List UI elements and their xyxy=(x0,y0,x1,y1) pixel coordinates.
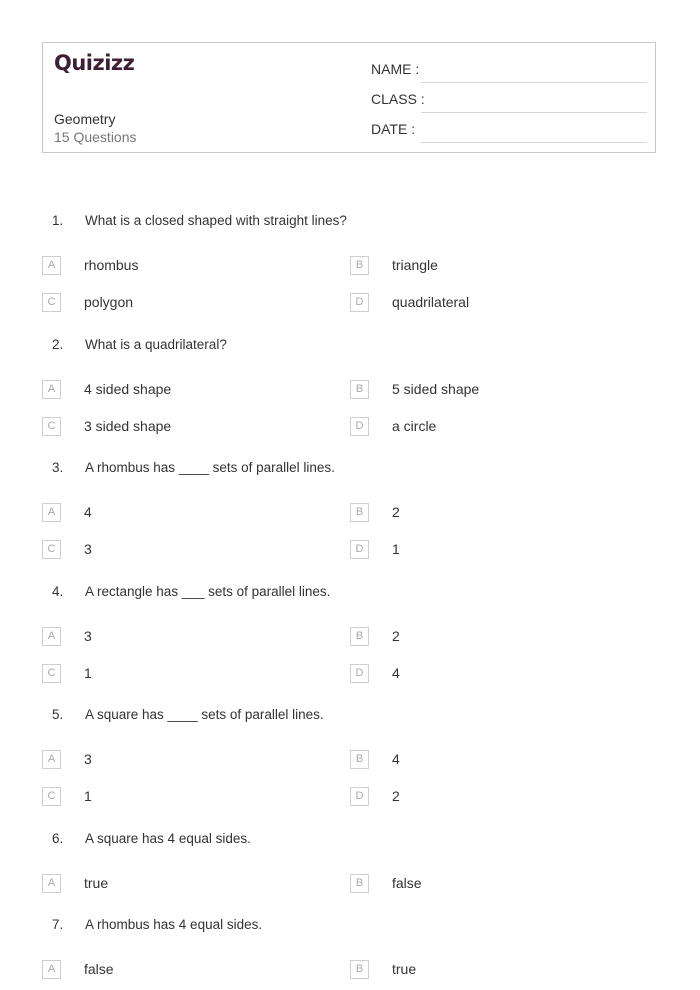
class-label: CLASS : xyxy=(371,91,425,107)
option-letter-box[interactable]: A xyxy=(42,503,61,522)
option-letter-box[interactable]: B xyxy=(350,256,369,275)
option-letter-box[interactable]: B xyxy=(350,380,369,399)
name-field[interactable] xyxy=(371,61,647,81)
name-label: NAME : xyxy=(371,61,420,77)
question-2 xyxy=(0,337,700,357)
question-text: What is a closed shaped with straight lines? xyxy=(85,213,347,228)
option-text: 4 xyxy=(392,665,400,681)
option-letter-box[interactable]: C xyxy=(42,664,61,683)
option-a[interactable] xyxy=(42,380,342,402)
option-text: 5 sided shape xyxy=(392,381,480,397)
option-a[interactable] xyxy=(42,256,342,278)
question-text: A rhombus has ____ sets of parallel lines. xyxy=(85,460,335,475)
question-number: 3. xyxy=(52,460,64,475)
option-text: polygon xyxy=(84,294,134,310)
option-b[interactable] xyxy=(350,627,650,649)
option-text: 3 xyxy=(84,628,92,644)
option-text: 4 xyxy=(392,751,400,767)
option-text: 1 xyxy=(84,788,92,804)
question-4 xyxy=(0,584,700,604)
option-c[interactable] xyxy=(42,664,342,686)
question-7 xyxy=(0,917,700,937)
option-text: rhombus xyxy=(84,257,139,273)
option-a[interactable] xyxy=(42,503,342,525)
option-a[interactable] xyxy=(42,874,342,896)
option-letter-box[interactable]: D xyxy=(350,417,369,436)
option-c[interactable] xyxy=(42,787,342,809)
option-d[interactable] xyxy=(350,664,650,686)
option-letter-box[interactable]: A xyxy=(42,256,61,275)
question-number: 7. xyxy=(52,917,64,932)
question-number: 2. xyxy=(52,337,64,352)
option-c[interactable] xyxy=(42,417,342,439)
class-line[interactable] xyxy=(421,112,647,113)
option-letter-box[interactable]: D xyxy=(350,787,369,806)
question-number: 4. xyxy=(52,584,64,599)
option-text: true xyxy=(392,961,417,977)
option-letter-box[interactable]: A xyxy=(42,960,61,979)
option-letter-box[interactable]: D xyxy=(350,664,369,683)
option-a[interactable] xyxy=(42,627,342,649)
question-number: 6. xyxy=(52,831,64,846)
question-text: A rectangle has ___ sets of parallel lines. xyxy=(85,584,331,599)
option-letter-box[interactable]: B xyxy=(350,503,369,522)
option-b[interactable] xyxy=(350,750,650,772)
date-line[interactable] xyxy=(421,142,647,143)
option-d[interactable] xyxy=(350,787,650,809)
date-field[interactable] xyxy=(371,121,647,141)
option-b[interactable] xyxy=(350,256,650,278)
option-text: 4 xyxy=(84,504,92,520)
option-text: true xyxy=(84,875,109,891)
option-a[interactable] xyxy=(42,750,342,772)
option-a[interactable] xyxy=(42,960,342,982)
question-number: 5. xyxy=(52,707,64,722)
option-letter-box[interactable]: C xyxy=(42,787,61,806)
name-line[interactable] xyxy=(421,82,647,83)
option-text: 4 sided shape xyxy=(84,381,172,397)
class-field[interactable] xyxy=(371,91,647,111)
option-text: 3 sided shape xyxy=(84,418,172,434)
option-b[interactable] xyxy=(350,503,650,525)
question-text: A square has 4 equal sides. xyxy=(85,831,251,846)
option-letter-box[interactable]: C xyxy=(42,540,61,559)
question-number: 1. xyxy=(52,213,64,228)
option-letter-box[interactable]: A xyxy=(42,380,61,399)
question-count: 15 Questions xyxy=(54,129,137,145)
worksheet-title: Geometry xyxy=(54,111,116,127)
option-text: 2 xyxy=(392,504,400,520)
option-letter-box[interactable]: C xyxy=(42,293,61,312)
option-letter-box[interactable]: B xyxy=(350,874,369,893)
question-text: A square has ____ sets of parallel lines. xyxy=(85,707,324,722)
question-6 xyxy=(0,831,700,851)
option-letter-box[interactable]: A xyxy=(42,627,61,646)
question-text: A rhombus has 4 equal sides. xyxy=(85,917,263,932)
option-text: 1 xyxy=(84,665,92,681)
option-text: 2 xyxy=(392,628,400,644)
option-letter-box[interactable]: C xyxy=(42,417,61,436)
option-d[interactable] xyxy=(350,417,650,439)
option-text: a circle xyxy=(392,418,437,434)
option-letter-box[interactable]: D xyxy=(350,540,369,559)
option-text: false xyxy=(392,875,422,891)
option-text: 3 xyxy=(84,541,92,557)
option-text: 2 xyxy=(392,788,400,804)
option-text: false xyxy=(84,961,114,977)
option-text: 1 xyxy=(392,541,400,557)
option-letter-box[interactable]: D xyxy=(350,293,369,312)
quizizz-logo: Quizizz xyxy=(54,51,135,75)
question-text: What is a quadrilateral? xyxy=(85,337,227,352)
date-label: DATE : xyxy=(371,121,416,137)
option-b[interactable] xyxy=(350,960,650,982)
option-b[interactable] xyxy=(350,380,650,402)
option-text: triangle xyxy=(392,257,438,273)
option-letter-box[interactable]: A xyxy=(42,750,61,769)
option-letter-box[interactable]: B xyxy=(350,627,369,646)
question-1 xyxy=(0,213,700,233)
option-d[interactable] xyxy=(350,540,650,562)
question-5 xyxy=(0,707,700,727)
question-3 xyxy=(0,460,700,480)
worksheet-header xyxy=(42,42,656,153)
option-b[interactable] xyxy=(350,874,650,896)
option-text: quadrilateral xyxy=(392,294,470,310)
option-c[interactable] xyxy=(42,540,342,562)
option-letter-box[interactable]: B xyxy=(350,960,369,979)
option-c[interactable] xyxy=(42,293,342,315)
option-letter-box[interactable]: A xyxy=(42,874,61,893)
option-letter-box[interactable]: B xyxy=(350,750,369,769)
option-d[interactable] xyxy=(350,293,650,315)
option-text: 3 xyxy=(84,751,92,767)
